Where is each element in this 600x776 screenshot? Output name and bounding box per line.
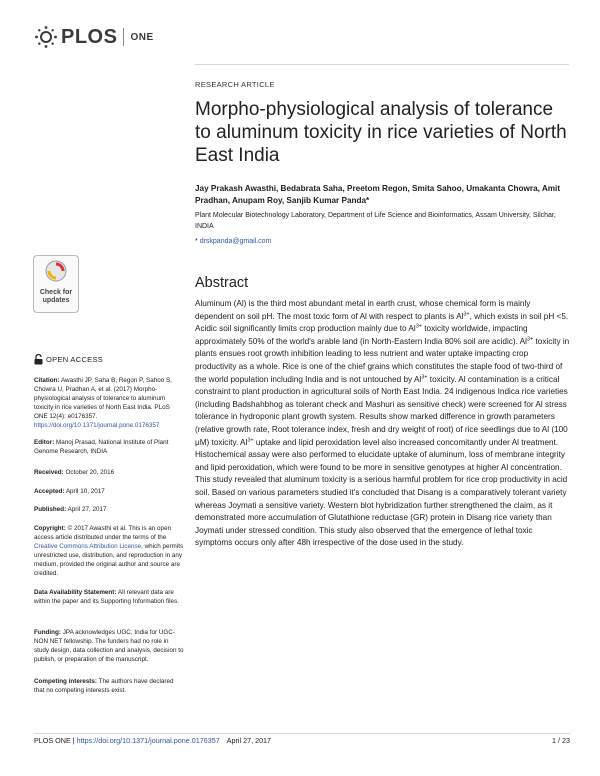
page-footer xyxy=(34,736,271,745)
plos-one-logo xyxy=(34,25,154,49)
competing-interests-block xyxy=(34,677,184,695)
header-rule xyxy=(195,64,569,65)
article-title: Morpho-physiological analysis of tolerance to aluminum toxicity in rice varieties of North East India xyxy=(195,99,567,166)
citation-label: Citation: xyxy=(34,377,60,384)
citation-text: Awasthi JP, Saha B, Regon P, Sahoo S, Chowra U, Pradhan A, et al. (2017) Morpho-physiological analysis of tolerance to aluminum toxicity in rice varieties of North East India. PLoS ONE 12(4): e0176357. xyxy=(34,377,172,420)
copyright-text-2: , which permits unrestricted use, distribution, and reproduction in any medium, provided the original author and source are credited. xyxy=(34,543,184,577)
copyright-block xyxy=(34,524,184,578)
received-label: Received: xyxy=(34,469,64,476)
corresponding-email xyxy=(195,238,271,245)
plos-dots-icon xyxy=(34,25,58,49)
footer-doi-link[interactable]: https://doi.org/10.1371/journal.pone.0176357 xyxy=(76,736,220,745)
data-availability-block xyxy=(34,588,184,606)
check-for-updates-badge[interactable] xyxy=(33,255,79,313)
footer-separator: | xyxy=(70,736,77,745)
accepted-label: Accepted: xyxy=(34,488,65,495)
copyright-label: Copyright: xyxy=(34,525,66,532)
citation-block xyxy=(34,376,184,430)
plos-wordmark: PLOS xyxy=(61,25,118,48)
citation-doi-link[interactable]: https://doi.org/10.1371/journal.pone.0176357 xyxy=(34,422,160,429)
footer-rule xyxy=(34,733,570,734)
abstract-body: Aluminum (Al) is the third most abundant metal in earth crust, whose chemical form is mainly dependent on soil pH. The most toxic form of Al with respect to plants is $Al^{3+}$, which exists in soil pH <5. Acidic soil significantly limits crop production mainly due to $Al^{3+}$ toxicity worldwide, impacting approximately 50% of the world's arable land (in North-Eastern India 80% soil are acidic). $Al^{3+}$ toxicity in plants ensues root growth inhibition leading to less nutrient and water uptake impacting crop productivity as a whole. Rice is one of the chief grains which constitutes the staple food of two-third of the world population including India and is not untouched by $Al^{3+}$ toxicity. Al contamination is a critical constraint to plant production in agricultural soils of North East India. 24 indigenous Indica rice varieties (including Badshahbhog as tolerant check and Mashuri as sensitive check) were screened for Al stress tolerance in hydroponic plant growth system. Results show marked difference in growth parameters (relative growth rate, Root tolerance index, fresh and dry weight of root) of rice seedlings due to Al (100 μM) toxicity. $Al^{3+}$ uptake and lipid peroxidation level also increased concomitantly under Al treatment. Histochemical assay were also performed to elucidate uptake of aluminum, loss of membrane integrity and lipid peroxidation, which were found to be more in sensitive genotypes at higher Al concentration. This study revealed that aluminum toxicity is a serious harmful problem for rice crop productivity in acid soil. Based on various parameters studied it's concluded that Disang is a comparatively tolerant variety whereas Joymati a sensitive variety. Western blot hybridization further strengthened the claim, as it demonstrated more accumulation of Glutathione reductase (GR) protein in Disang rice variety than Joymati under stressed condition. This study also observed that the emergence of lethal toxic symptoms occurs only after 48h irrespective of the dose used in the study. xyxy=(195,299,570,548)
funding-text: JPA acknowledges UGC, India for UGC-NON NET fellowship. The funders had no role in study design, data collection and analysis, decision to publish, or preparation of the manuscript. xyxy=(34,629,184,663)
editor-block xyxy=(34,438,184,456)
received-block xyxy=(34,468,184,477)
accepted-date: April 10, 2017 xyxy=(65,488,105,495)
affiliation: Plant Molecular Biotechnology Laboratory, Department of Life Science and Bioinformatics, Assam University, Silchar, INDIA xyxy=(195,212,556,230)
abstract-heading: Abstract xyxy=(195,275,249,291)
received-date: October 20, 2016 xyxy=(65,469,115,476)
open-access-text: OPEN ACCESS xyxy=(46,355,104,364)
competing-interests-label: Competing interests: xyxy=(34,678,97,685)
logo-divider xyxy=(123,28,124,46)
accepted-block xyxy=(34,487,184,496)
data-availability-label: Data Availability Statement: xyxy=(34,589,117,596)
email-marker: * xyxy=(195,238,198,245)
one-wordmark: ONE xyxy=(130,31,154,43)
published-label: Published: xyxy=(34,506,67,513)
competing-interests-text: The authors have declared that no competing interests exist. xyxy=(34,678,174,694)
check-updates-icon xyxy=(45,260,67,282)
author-list: Jay Prakash Awasthi, Bedabrata Saha, Preetom Regon, Smita Sahoo, Umakanta Chowra, Amit Pradhan, Anupam Roy, Sanjib Kumar Panda* xyxy=(195,184,561,205)
data-availability-text: All relevant data are within the paper and its Supporting Information files. xyxy=(34,589,179,605)
check-updates-line2: updates xyxy=(42,297,70,304)
published-date: April 27, 2017 xyxy=(67,506,107,513)
license-link[interactable]: Creative Commons Attribution License xyxy=(34,543,142,550)
open-access-label xyxy=(34,354,103,365)
footer-journal: PLOS ONE xyxy=(34,736,71,745)
funding-block xyxy=(34,628,184,664)
article-type-label: RESEARCH ARTICLE xyxy=(195,80,275,89)
open-access-lock-icon xyxy=(34,354,43,365)
footer-date: April 27, 2017 xyxy=(226,736,272,745)
published-block xyxy=(34,505,184,514)
editor-label: Editor: xyxy=(34,439,55,446)
editor-text: Manoj Prasad, National Institute of Plant Genome Research, INDIA xyxy=(34,439,169,455)
check-updates-line1: Check for xyxy=(39,289,73,296)
copyright-text-1: © 2017 Awasthi et al. This is an open access article distributed under the terms of the xyxy=(34,525,172,541)
page-number: 1 / 23 xyxy=(552,736,570,745)
email-link[interactable]: drskpanda@gmail.com xyxy=(199,238,272,245)
funding-label: Funding: xyxy=(34,629,61,636)
